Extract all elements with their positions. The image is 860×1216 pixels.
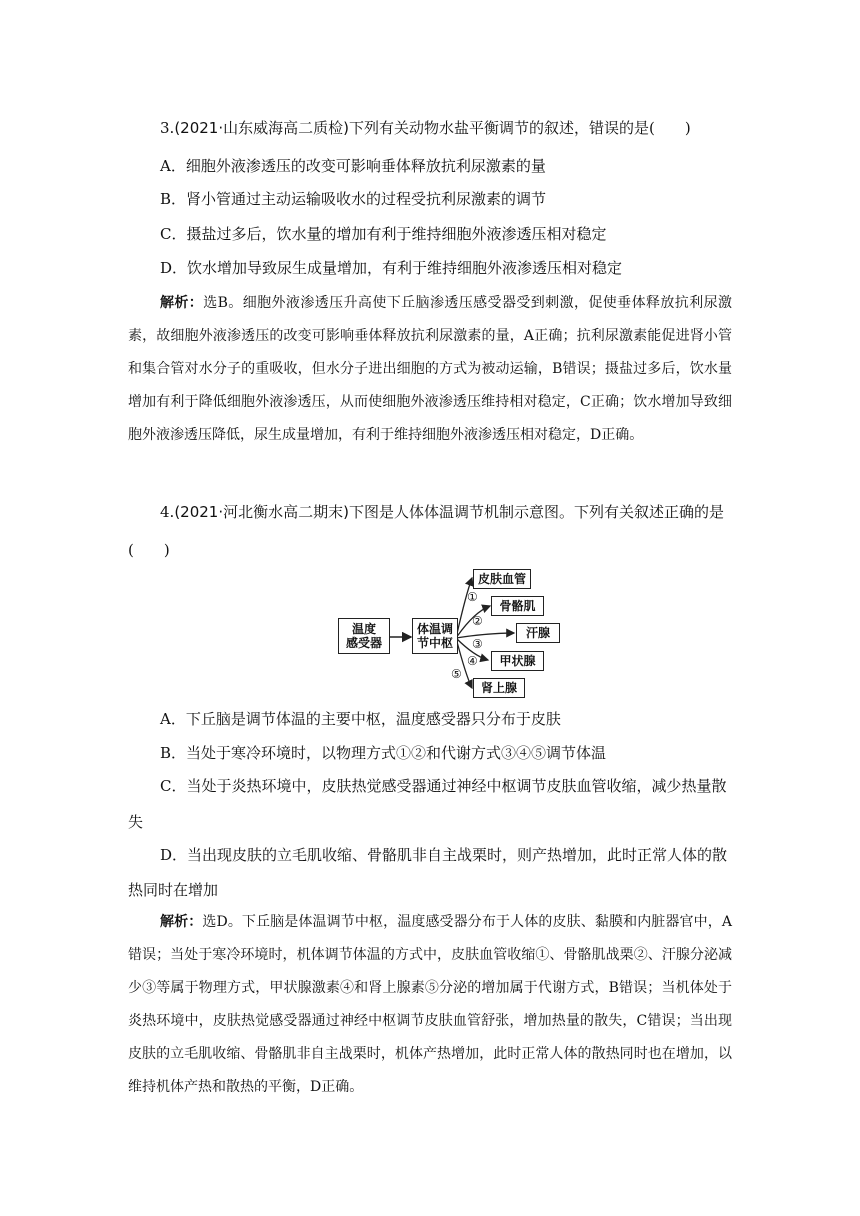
question-source: (2021·山东威海高二质检) [174,119,349,137]
q4-option-c-cont: 失 [128,813,144,831]
q4-option-d: D．当出现皮肤的立毛肌收缩、骨骼肌非自主战栗时，则产热增加，此时正常人体的散 [160,846,728,864]
q4-option-b: B．当处于寒冷环境时，以物理方式①②和代谢方式③④⑤调节体温 [160,744,607,762]
explanation-text: 选B。细胞外液渗透压升高使下丘脑渗透压感受器受到刺激，促使垂体释放抗利尿激素，故细胞外液渗透压的改变可影响垂体释放抗利尿激素的量，A正确；抗利尿激素能促进肾小管和集合管对水分子的重吸收，但水分子进出细胞的方式为被动运输，B错误；摄盐过多后，饮水量增加有利于降低细胞外液渗透压，从而使细胞外液渗透压维持相对稳定，C正确；饮水增加导致细胞外液渗透压降低，尿生成量增加，有利于维持细胞外液渗透压相对稳定，D正确。 [128,295,732,443]
question-number: 4. [160,503,175,521]
target-sweat-gland: 汗腺 [516,623,560,643]
question-text: 下图是人体体温调节机制示意图。下列有关叙述正确的是 [348,503,724,521]
explanation-text: 选D。下丘脑是体温调节中枢，温度感受器分布于人体的皮肤、黏膜和内脏器官中，A错误；当处于寒冷环境时，机体调节体温的方式中，皮肤血管收缩①、骨骼肌战栗②、汗腺分泌减少③等属于物理方式，甲状腺激素④和肾上腺素⑤分泌的增加属于代谢方式，B错误；当机体处于炎热环境中，皮肤热觉感受器通过神经中枢调节皮肤血管舒张，增加热量的散失，C错误；当出现皮肤的立毛肌收缩、骨骼肌非自主战栗时，机体产热增加，此时正常人体的散热同时也在增加，以维持机体产热和散热的平衡，D正确。 [128,914,732,1095]
thermoregulation-diagram [338,566,563,700]
explanation-label: 解析： [160,914,203,930]
q4-option-c: C．当处于炎热环境中，皮肤热觉感受器通过神经中枢调节皮肤血管收缩，减少热量散 [160,777,727,795]
q3-option-b: B．肾小管通过主动运输吸收水的过程受抗利尿激素的调节 [160,190,547,208]
q3-option-c: C．摄盐过多后，饮水量的增加有利于维持细胞外液渗透压相对稳定 [160,225,607,243]
q3-option-d: D．饮水增加导致尿生成量增加，有利于维持细胞外液渗透压相对稳定 [160,259,623,277]
label-2: ② [472,614,483,628]
label-1: ① [467,590,478,604]
sensor-box: 温度 感受器 [338,618,390,654]
target-adrenal: 肾上腺 [473,678,525,698]
q3-explanation [128,287,732,452]
label-4: ④ [467,654,478,668]
question-3-stem [160,118,691,138]
q4-option-a: A．下丘脑是调节体温的主要中枢，温度感受器只分布于皮肤 [160,710,561,728]
question-4-stem [160,502,724,522]
target-skin-vessels: 皮肤血管 [473,569,531,589]
target-skeletal-muscle: 骨骼肌 [491,596,544,616]
q4-option-d-cont: 热同时在增加 [128,881,219,899]
explanation-label: 解析： [160,295,204,311]
question-4-stem-cont: ( ) [128,541,170,559]
question-text: 下列有关动物水盐平衡调节的叙述，错误的是( ) [348,119,691,137]
question-number: 3. [160,119,175,137]
label-5: ⑤ [451,667,462,681]
label-3: ③ [472,637,483,651]
q4-explanation [128,906,732,1104]
center-box: 体温调 节中枢 [412,618,458,654]
target-thyroid: 甲状腺 [491,651,544,671]
question-source: (2021·河北衡水高二期末) [174,503,349,521]
q3-option-a: A．细胞外液渗透压的改变可影响垂体释放抗利尿激素的量 [160,157,546,175]
